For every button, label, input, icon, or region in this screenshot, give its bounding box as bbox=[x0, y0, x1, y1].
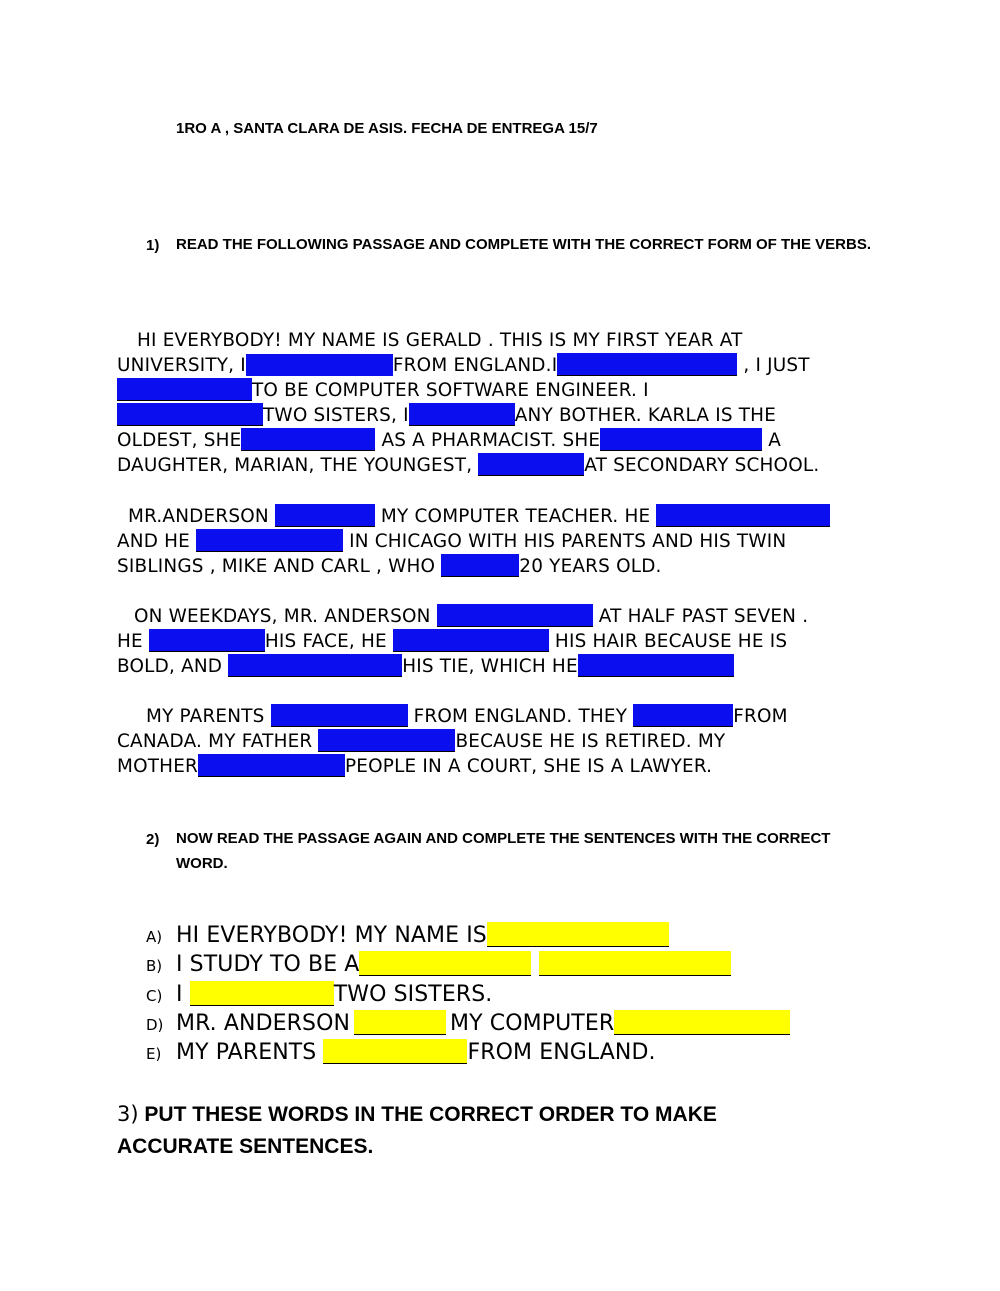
passage-text: AS A PHARMACIST. SHE bbox=[375, 430, 601, 451]
verb-blank[interactable] bbox=[478, 453, 584, 476]
passage-text: AT HALF PAST SEVEN . bbox=[592, 606, 809, 627]
sentence-c bbox=[146, 981, 790, 1010]
passage-text: FROM ENGLAND.I bbox=[392, 355, 558, 376]
passage-text: DAUGHTER, MARIAN, THE YOUNGEST, bbox=[117, 455, 479, 476]
verb-blank[interactable] bbox=[441, 554, 519, 577]
question-3 bbox=[117, 1098, 837, 1163]
sentence-e bbox=[146, 1039, 790, 1068]
passage-text: HE bbox=[117, 631, 149, 652]
sentence-label: C) bbox=[146, 986, 163, 1005]
passage-text: HIS FACE, HE bbox=[264, 631, 393, 652]
word-blank[interactable] bbox=[354, 1010, 446, 1035]
passage-text: PEOPLE IN A COURT, SHE IS A LAWYER. bbox=[345, 756, 713, 777]
question-2-number: 2) bbox=[146, 831, 160, 848]
verb-blank[interactable] bbox=[437, 604, 593, 627]
verb-blank[interactable] bbox=[656, 504, 830, 527]
verb-blank[interactable] bbox=[275, 504, 375, 527]
word-blank[interactable] bbox=[359, 951, 531, 976]
passage-text: SIBLINGS , MIKE AND CARL , WHO bbox=[117, 556, 442, 577]
passage-paragraph-4 bbox=[117, 704, 897, 779]
passage-text: A bbox=[762, 430, 782, 451]
sentence-label: B) bbox=[146, 957, 163, 976]
passage-text: HIS TIE, WHICH HE bbox=[402, 656, 578, 677]
passage-text: HIS HAIR BECAUSE HE IS bbox=[548, 631, 788, 652]
sentence-text: FROM ENGLAND. bbox=[467, 1040, 656, 1066]
verb-blank[interactable] bbox=[149, 629, 265, 652]
verb-blank[interactable] bbox=[393, 629, 549, 652]
word-blank[interactable] bbox=[487, 922, 669, 947]
sentence-text: I STUDY TO BE A bbox=[176, 952, 360, 978]
sentence-text: MY PARENTS bbox=[176, 1040, 324, 1066]
verb-blank[interactable] bbox=[241, 428, 375, 451]
question-2-instruction: NOW READ THE PASSAGE AGAIN AND COMPLETE THE SENTENCES WITH THE CORRECT WORD. bbox=[176, 830, 831, 872]
sentence-text: MY COMPUTER bbox=[450, 1010, 615, 1036]
question-1-number: 1) bbox=[146, 237, 160, 254]
sentence-b bbox=[146, 951, 790, 980]
passage-text: ANY BOTHER. KARLA IS THE bbox=[514, 405, 777, 426]
word-blank[interactable] bbox=[323, 1039, 467, 1064]
sentence-label: D) bbox=[146, 1015, 164, 1034]
word-blank[interactable] bbox=[614, 1010, 790, 1035]
passage-text: MOTHER bbox=[117, 756, 199, 777]
sentence-d bbox=[146, 1010, 790, 1039]
verb-blank[interactable] bbox=[117, 403, 263, 426]
passage-text: , I JUST bbox=[737, 355, 810, 376]
passage-paragraph-2 bbox=[117, 504, 897, 579]
passage-text: MY COMPUTER TEACHER. HE bbox=[374, 506, 657, 527]
sentence-a bbox=[146, 922, 790, 951]
passage-text: AND HE bbox=[117, 531, 197, 552]
question-3-number: 3) bbox=[117, 1102, 139, 1126]
passage-text: FROM bbox=[733, 706, 788, 727]
verb-blank[interactable] bbox=[271, 704, 408, 727]
passage-text: UNIVERSITY, I bbox=[117, 355, 246, 376]
sentence-text: MR. ANDERSON bbox=[176, 1010, 351, 1036]
passage-text: AT SECONDARY SCHOOL. bbox=[584, 455, 820, 476]
sentence-text: TWO SISTERS. bbox=[333, 981, 493, 1007]
verb-blank[interactable] bbox=[633, 704, 733, 727]
sentence-text: HI EVERYBODY! MY NAME IS bbox=[176, 923, 487, 948]
verb-blank[interactable] bbox=[578, 654, 734, 677]
word-blank[interactable] bbox=[539, 951, 731, 976]
passage-text: MR.ANDERSON bbox=[128, 506, 275, 527]
passage-text: HI EVERYBODY! MY NAME IS GERALD . THIS IS MY FIRST YEAR AT bbox=[137, 330, 743, 351]
sentence-label: E) bbox=[146, 1045, 162, 1064]
passage-text: ON WEEKDAYS, MR. ANDERSON bbox=[134, 606, 437, 627]
passage-text: BECAUSE HE IS RETIRED. MY bbox=[455, 731, 726, 752]
passage-text: CANADA. MY FATHER bbox=[117, 731, 319, 752]
passage-text: 20 YEARS OLD. bbox=[519, 556, 662, 577]
passage-text: BOLD, AND bbox=[117, 656, 229, 677]
passage-text: TWO SISTERS, I bbox=[263, 405, 409, 426]
question-3-instruction: PUT THESE WORDS IN THE CORRECT ORDER TO MAKE ACCURATE SENTENCES. bbox=[117, 1103, 717, 1158]
verb-blank[interactable] bbox=[557, 353, 737, 376]
passage-paragraph-3 bbox=[117, 604, 897, 679]
sentence-list bbox=[146, 922, 790, 1068]
verb-blank[interactable] bbox=[228, 654, 402, 677]
verb-blank[interactable] bbox=[409, 403, 515, 426]
question-1-instruction: READ THE FOLLOWING PASSAGE AND COMPLETE WITH THE CORRECT FORM OF THE VERBS. bbox=[176, 236, 871, 253]
verb-blank[interactable] bbox=[318, 729, 455, 752]
worksheet-header: 1RO A , SANTA CLARA DE ASIS. FECHA DE ENTREGA 15/7 bbox=[176, 120, 598, 137]
passage-text: IN CHICAGO WITH HIS PARENTS AND HIS TWIN bbox=[343, 531, 787, 552]
verb-blank[interactable] bbox=[117, 378, 252, 401]
passage-text: OLDEST, SHE bbox=[117, 430, 242, 451]
word-blank[interactable] bbox=[190, 981, 334, 1006]
passage-text: FROM ENGLAND. THEY bbox=[407, 706, 634, 727]
sentence-text: I bbox=[176, 981, 190, 1007]
sentence-label: A) bbox=[146, 928, 163, 946]
verb-blank[interactable] bbox=[600, 428, 762, 451]
verb-blank[interactable] bbox=[246, 354, 393, 376]
verb-blank[interactable] bbox=[198, 754, 345, 777]
passage-text: MY PARENTS bbox=[146, 706, 271, 727]
passage-text: TO BE COMPUTER SOFTWARE ENGINEER. I bbox=[252, 380, 649, 401]
passage-paragraph-1 bbox=[117, 328, 897, 478]
verb-blank[interactable] bbox=[196, 529, 343, 552]
